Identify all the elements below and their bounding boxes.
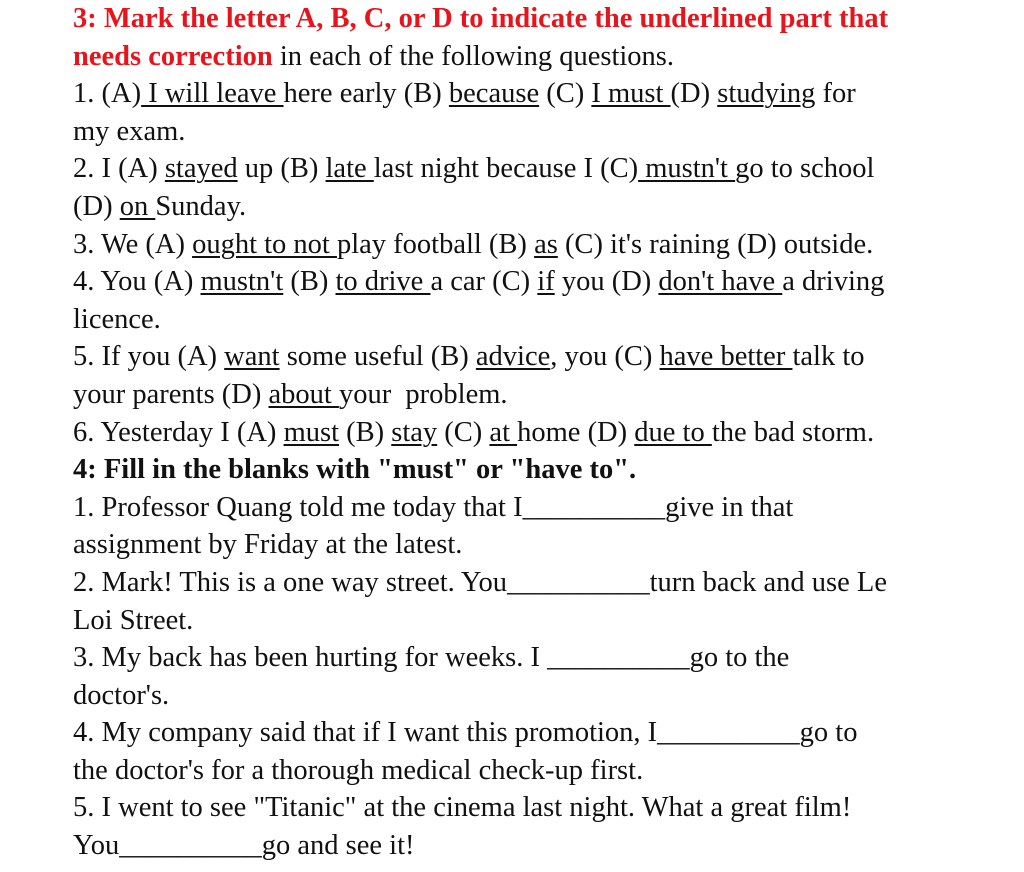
s3-question-2 [73, 150, 1003, 188]
s4-question-5 [73, 789, 1003, 827]
text: the doctor's for a thorough medical check-up first. [73, 754, 644, 786]
option-a: want [224, 341, 280, 373]
s4-question-2-cont [73, 602, 1003, 640]
text: doctor's. [73, 679, 170, 711]
option-b: stay [391, 416, 438, 448]
text: assignment by Friday at the latest. [73, 529, 463, 561]
s3-question-3 [73, 226, 1003, 264]
s4-question-4-cont [73, 752, 1003, 790]
text: 5. I went to see "Titanic" at the cinema last night. What a great film! [73, 792, 852, 824]
s4-question-4 [73, 714, 1003, 752]
text: 1. (A) [73, 78, 142, 110]
option-c: have better [659, 341, 793, 373]
answer-blank[interactable]: __________ [657, 717, 800, 749]
text: you (D) [554, 266, 659, 298]
text: the bad storm. [711, 416, 875, 448]
s3-question-4-cont [73, 301, 1003, 339]
text: 2. I (A) [73, 153, 165, 185]
text: up (B) [237, 153, 326, 185]
option-a: I will leave [141, 78, 284, 110]
s4-question-5-cont [73, 827, 1003, 865]
section3-heading-line1 [73, 0, 1003, 38]
text: go to [799, 717, 858, 749]
s4-question-1-cont [73, 526, 1003, 564]
text: Sunday. [155, 190, 247, 222]
option-d: studying [717, 78, 816, 110]
option-b: late [325, 153, 374, 185]
option-a: ought to not [192, 228, 337, 260]
text: your problem. [338, 378, 508, 410]
text: 6. Yesterday I (A) [73, 416, 284, 448]
section4-title: 4: Fill in the blanks with "must" or "have to". [73, 454, 637, 486]
section3-title-rest: in each of the following questions. [272, 40, 675, 72]
text: 4. My company said that if I want this promotion, I [73, 717, 658, 749]
s4-question-3 [73, 639, 1003, 677]
text: (C) it's raining (D) outside. [557, 228, 874, 260]
option-d: don't have [658, 266, 783, 298]
s3-question-6 [73, 414, 1003, 452]
text: You [73, 830, 120, 862]
section4-heading [73, 451, 1003, 489]
option-c: I must [591, 78, 671, 110]
text: give in that [665, 491, 794, 523]
text: some useful (B) [279, 341, 476, 373]
text: (C) [539, 78, 592, 110]
s3-question-1 [73, 75, 1003, 113]
text: (D) [670, 78, 718, 110]
text: (D) [73, 190, 120, 222]
option-c: mustn't [638, 153, 736, 185]
text: 3. My back has been hurting for weeks. I [73, 642, 548, 674]
answer-blank[interactable]: __________ [119, 830, 262, 862]
text: licence. [73, 303, 161, 335]
answer-blank[interactable]: __________ [547, 642, 690, 674]
s4-question-2 [73, 564, 1003, 602]
text: 5. If you (A) [73, 341, 225, 373]
option-b: as [534, 228, 558, 260]
text: a driving [782, 266, 885, 298]
text: 2. Mark! This is a one way street. You [73, 566, 508, 598]
answer-blank[interactable]: __________ [507, 566, 650, 598]
text: 4. You (A) [73, 266, 201, 298]
text: my exam. [73, 115, 186, 147]
text: home (D) [517, 416, 635, 448]
text: your parents (D) [73, 378, 269, 410]
s4-question-3-cont [73, 677, 1003, 715]
option-c: if [537, 266, 555, 298]
text: 3. We (A) [73, 228, 193, 260]
section3-title-cont: needs correction [73, 40, 273, 72]
text: a car (C) [430, 266, 538, 298]
text: here early (B) [283, 78, 449, 110]
text: last night because I (C) [373, 153, 639, 185]
text: for [815, 78, 856, 110]
s3-question-5 [73, 338, 1003, 376]
text: , you (C) [550, 341, 660, 373]
text: (B) [339, 416, 392, 448]
s4-question-1 [73, 489, 1003, 527]
option-d: about [268, 378, 339, 410]
option-a: must [283, 416, 339, 448]
s3-question-1-cont [73, 113, 1003, 151]
s3-question-2-cont [73, 188, 1003, 226]
text: go to the [689, 642, 790, 674]
text: turn back and use Le [649, 566, 887, 598]
section3-title: 3: Mark the letter A, B, C, or D to indicate the underlined part that [73, 3, 889, 34]
option-d: on [119, 190, 156, 222]
s3-question-5-cont [73, 376, 1003, 414]
text: go and see it! [261, 830, 415, 862]
option-c: at [489, 416, 518, 448]
answer-blank[interactable]: __________ [522, 491, 666, 523]
text: (B) [283, 266, 336, 298]
option-a: stayed [164, 153, 238, 185]
text: 1. Professor Quang told me today that I [73, 491, 523, 523]
option-a: mustn't [200, 266, 284, 298]
s3-question-4 [73, 263, 1003, 301]
option-d: due to [634, 416, 712, 448]
option-b: because [448, 78, 540, 110]
exercise-document [73, 0, 1003, 865]
section3-heading-line2 [73, 38, 1003, 76]
text: go to school [735, 153, 875, 185]
option-b: advice [475, 341, 551, 373]
text: talk to [792, 341, 865, 373]
text: (C) [437, 416, 490, 448]
text: play football (B) [336, 228, 535, 260]
text: Loi Street. [73, 604, 194, 636]
option-b: to drive [335, 266, 431, 298]
